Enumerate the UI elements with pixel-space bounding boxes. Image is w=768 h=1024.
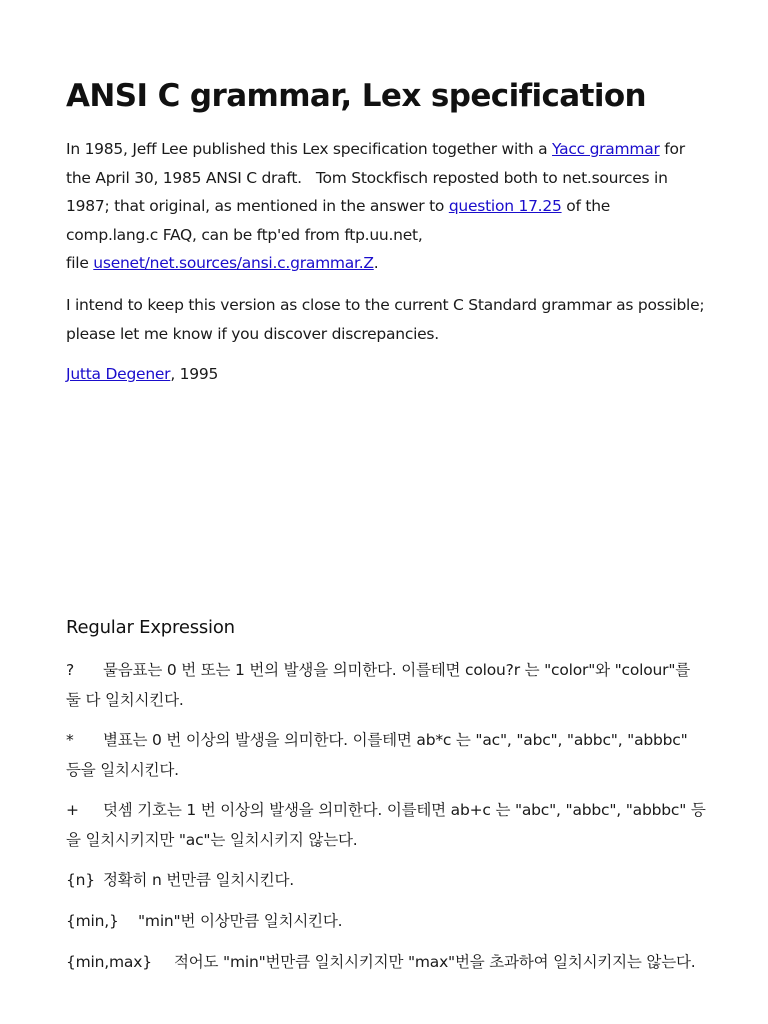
question-link[interactable]: question 17.25 [448, 197, 562, 215]
author-line [66, 360, 706, 389]
yacc-grammar-link[interactable]: Yacc grammar [552, 140, 660, 158]
intro-paragraph [66, 135, 706, 278]
regex-desc: 물음표는 0 번 또는 1 번의 발생을 의미한다. 이를테면 colou?r 는 "color"와 "colour"를 둘 다 일치시킨다. [66, 661, 691, 709]
regex-item-min [66, 906, 706, 936]
regex-desc: 별표는 0 번 이상의 발생을 의미한다. 이를테면 ab*c 는 "ac", "abc", "abbc", "abbbc" 등을 일치시킨다. [66, 731, 688, 779]
intro-text: . [373, 254, 379, 272]
regex-item-question [66, 655, 706, 715]
regex-item-min-max [66, 947, 706, 977]
regex-desc: 정확히 n 번만큼 일치시킨다. [103, 871, 295, 889]
grammar-file-link[interactable]: usenet/net.sources/ansi.c.grammar.Z [93, 254, 374, 272]
regex-symbol: + [66, 801, 79, 819]
regex-symbol: {n} [66, 871, 95, 889]
regex-symbol: {min,} [66, 912, 119, 930]
regex-symbol: {min,max} [66, 953, 152, 971]
intro-text: of the comp.lang.c FAQ, can be ftp'ed from ftp.uu.net, [66, 197, 611, 244]
author-year: , 1995 [170, 365, 219, 383]
author-link[interactable]: Jutta Degener [66, 365, 171, 383]
regex-symbol: ? [66, 661, 75, 679]
regex-item-star [66, 725, 706, 785]
regex-item-plus [66, 795, 706, 855]
intent-paragraph: I intend to keep this version as close to the current C Standard grammar as possible; please let me know if you discover discrepancies. [66, 296, 705, 343]
regex-desc: "min"번 이상만큼 일치시킨다. [138, 912, 343, 930]
section-title: Regular Expression [66, 617, 235, 638]
regex-desc: 덧셈 기호는 1 번 이상의 발생을 의미한다. 이를테면 ab+c 는 "abc", "abbc", "abbbc" 등을 일치시키지만 "ac"는 일치시키지 않는다. [66, 801, 706, 849]
page-title: ANSI C grammar, Lex specification [66, 78, 647, 114]
regex-item-n [66, 865, 706, 895]
regex-desc: 적어도 "min"번만큼 일치시키지만 "max"번을 초과하여 일치시키지는 않는다. [174, 953, 696, 971]
regex-symbol: * [66, 731, 74, 749]
intro-text: file [66, 254, 94, 272]
intro-text: for the April 30, 1985 ANSI C draft. Tom Stockfisch reposted both to net.sources in 1987; that original, as mentioned in the answer to [66, 140, 685, 215]
intro-text: In 1985, Jeff Lee published this Lex specification together with a [66, 140, 553, 158]
